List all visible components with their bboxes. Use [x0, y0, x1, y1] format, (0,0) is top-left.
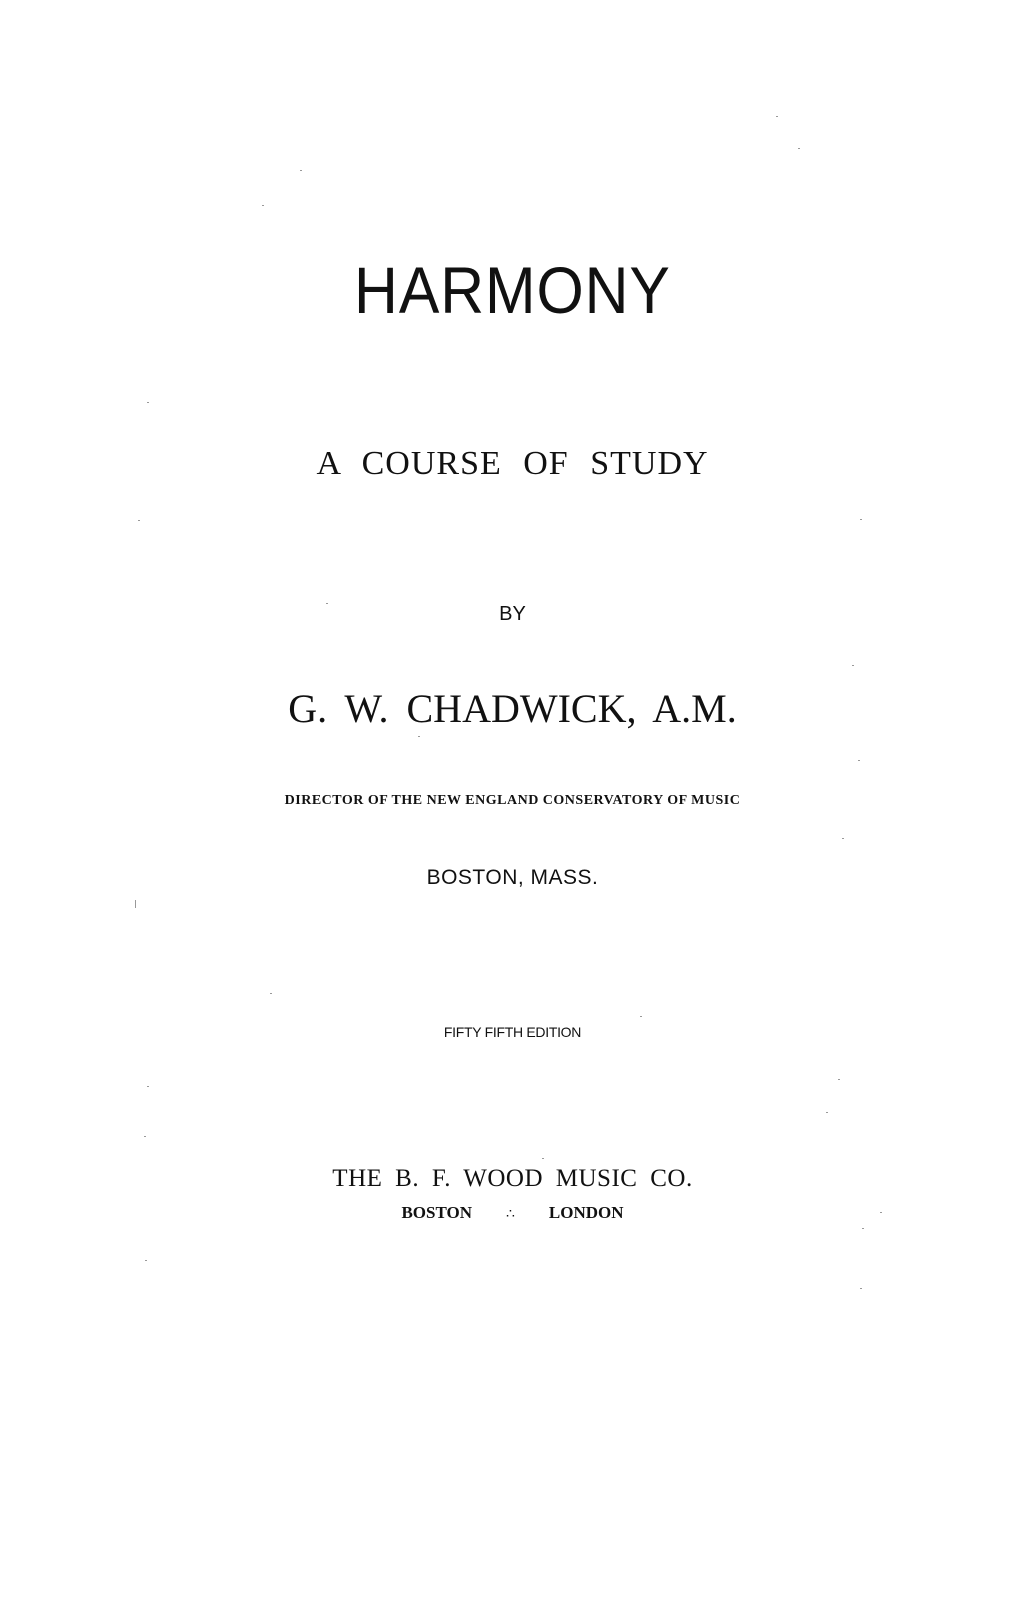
book-title: HARMONY — [354, 253, 671, 327]
edition-statement: FIFTY FIFTH EDITION — [443, 1024, 582, 1040]
publisher-locations — [0, 1203, 1025, 1223]
publisher-city-boston: BOSTON — [401, 1203, 472, 1222]
book-subtitle: A COURSE OF STUDY — [316, 445, 709, 482]
publisher-name: THE B. F. WOOD MUSIC CO. — [332, 1165, 693, 1192]
author-position: DIRECTOR OF THE NEW ENGLAND CONSERVATORY OF MUSIC — [284, 793, 741, 808]
publisher-separator: ∴ — [506, 1207, 515, 1222]
author-location: BOSTON, MASS. — [426, 866, 599, 889]
publisher-city-london: LONDON — [548, 1203, 624, 1222]
by-line: BY — [499, 603, 526, 625]
author-name: G. W. CHADWICK, A.M. — [288, 686, 737, 731]
